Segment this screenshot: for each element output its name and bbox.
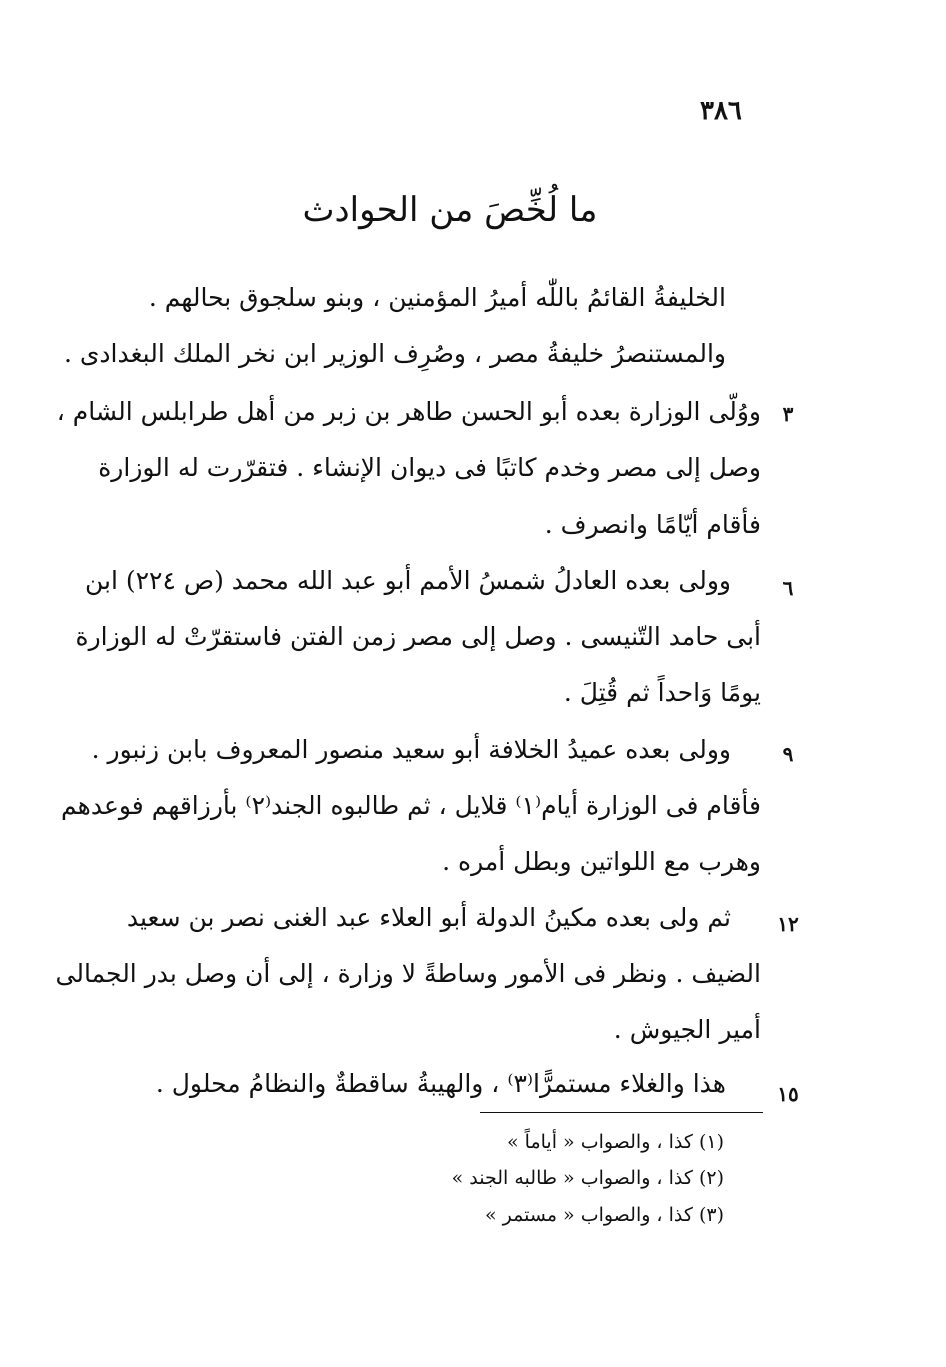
text-line-7: أبى حامد التّنيسى . وصل إلى مصر زمن الفتن فاستقرّتْ له الوزارة [75,622,761,651]
footnote-2: (٢) كذا ، والصواب « طالبه الجند » [451,1167,724,1189]
footnote-1: (١) كذا ، والصواب « أياماً » [507,1131,724,1153]
text-line-5: فأقام أيّامًا وانصرف . [544,510,761,539]
text-line-12: ثم ولى بعده مكينُ الدولة أبو العلاء عبد الغنى نصر بن سعيد [126,903,731,932]
text-line-9: وولى بعده عميدُ الخلافة أبو سعيد منصور المعروف بابن زنبور . [91,735,731,764]
text-line-1: الخليفةُ القائمُ باللّٰه أميرُ المؤمنين ، وبنو سلجوق بحالهم . [148,283,726,312]
margin-line-number-12: ١٢ [777,912,799,936]
text-line-11: وهرب مع اللواتين وبطل أمره . [442,847,761,876]
text-line-4: وصل إلى مصر وخدم كاتبًا فى ديوان الإنشاء . فتقرّرت له الوزارة [98,453,761,482]
footnote-3: (٣) كذا ، والصواب « مستمر » [485,1204,724,1226]
text-line-10: فأقام فى الوزارة أيام⁽١⁾ قلايل ، ثم طالبوه الجند⁽٢⁾ بأرزاقهم فوعدهم [61,791,761,820]
text-line-2: والمستنصرُ خليفةُ مصر ، وصُرِف الوزير ابن نخر الملك البغدادى . [63,339,726,368]
text-line-13: الضيف . ونظر فى الأمور وساطةً لا وزارة ، إلى أن وصل بدر الجمالى [55,959,761,988]
margin-line-number-15: ١٥ [777,1082,799,1106]
text-line-14: أمير الجيوش . [613,1015,761,1044]
text-line-8: يومًا وَاحداً ثم قُتِلَ . [563,678,761,707]
page-number: ٣٨٦ [700,96,742,126]
text-line-6: وولى بعده العادلُ شمسُ الأمم أبو عبد الله محمد (ص ٢٢٤) ابن [84,566,731,595]
section-heading: ما لُخِّصَ من الحوادث [302,190,598,230]
margin-line-number-6: ٦ [782,576,794,600]
text-line-15: هذا والغلاء مستمرًّا⁽٣⁾ ، والهيبةُ ساقطةٌ والنظامُ محلول . [155,1069,726,1098]
margin-line-number-3: ٣ [782,402,794,426]
footnote-separator [480,1112,763,1113]
margin-line-number-9: ٩ [782,742,794,766]
text-line-3: ووُلّى الوزارة بعده أبو الحسن طاهر بن زبر من أهل طرابلس الشام ، [56,397,761,426]
